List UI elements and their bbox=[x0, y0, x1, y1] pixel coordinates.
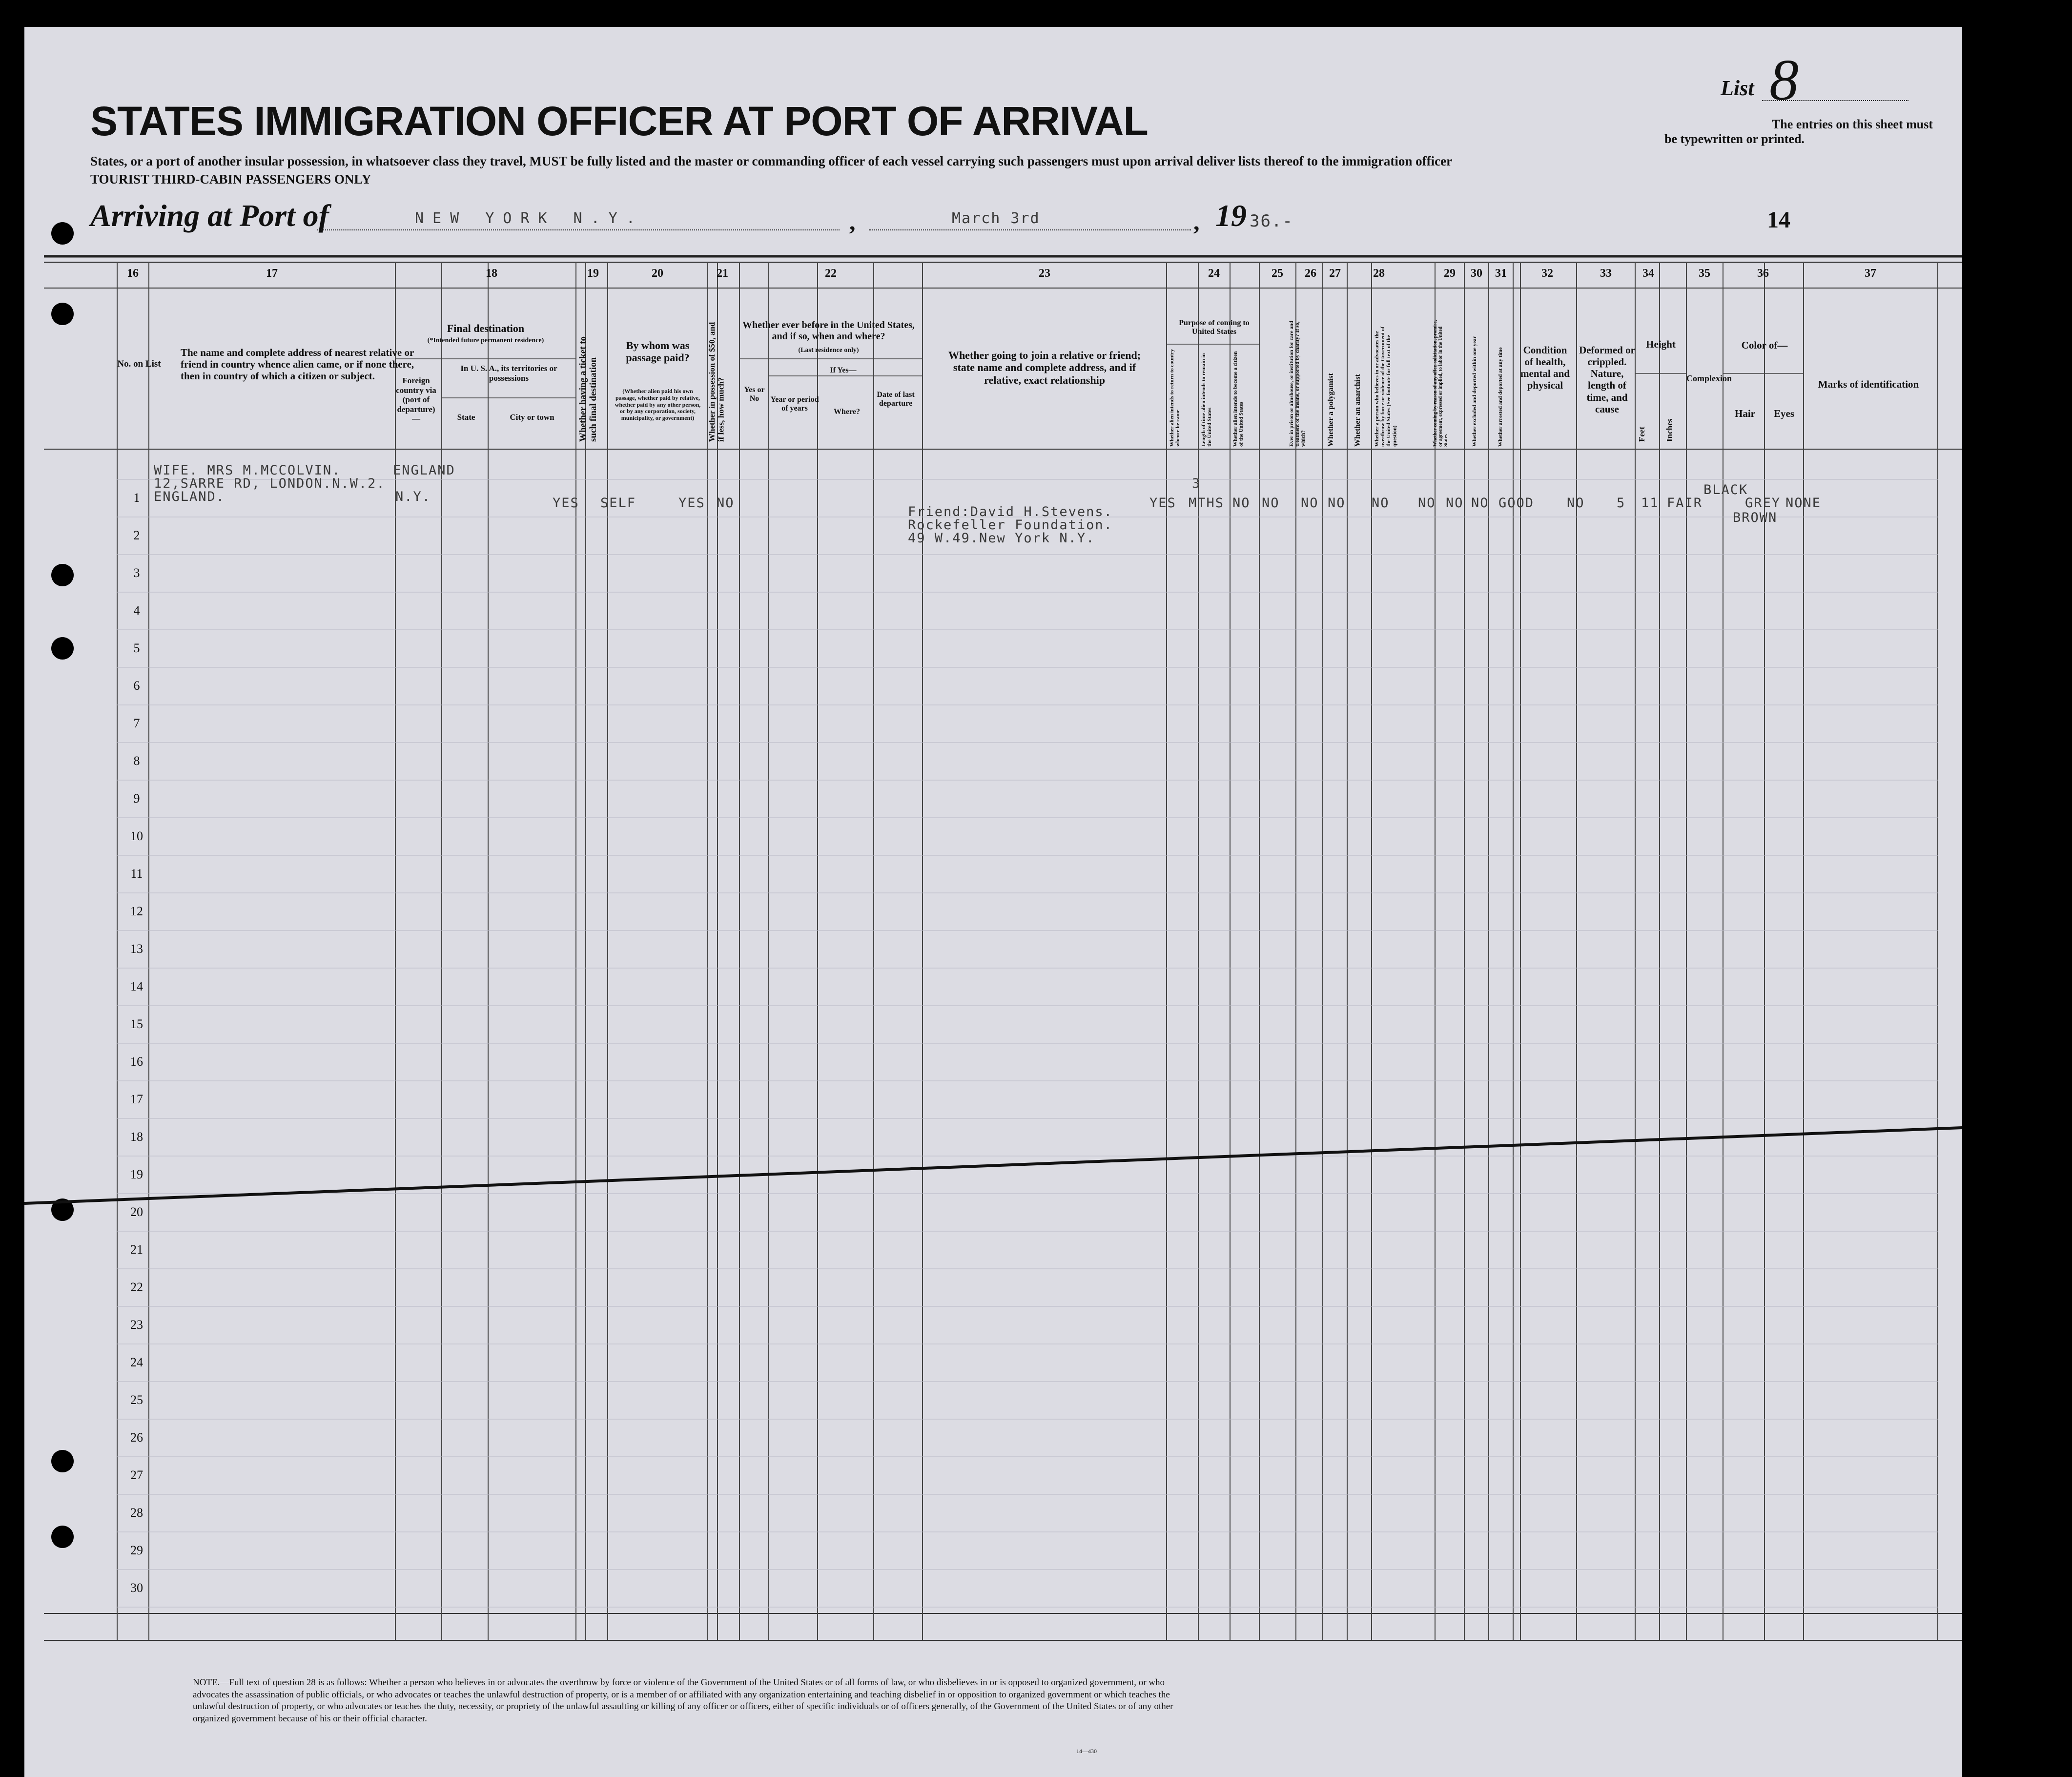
entry-inches: 11 bbox=[1641, 496, 1659, 511]
row-number: 3 bbox=[133, 566, 140, 580]
entry-has-fifty: YES bbox=[678, 496, 705, 511]
header-final-destination-note: (*Intended future permanent residence) bbox=[427, 337, 544, 344]
header-where: Where? bbox=[834, 408, 860, 416]
header-deported: Whether arrested and deported at any time bbox=[1498, 347, 1503, 447]
header-length-stay: Length of time alien intends to remain in the United States bbox=[1201, 353, 1213, 447]
sheet-number: 14 bbox=[1767, 207, 1790, 233]
entry-prison: NO bbox=[1262, 496, 1280, 511]
form-grid bbox=[24, 27, 1962, 1777]
entry-deformed: NO bbox=[1567, 496, 1585, 511]
column-number: 18 bbox=[486, 267, 497, 280]
entry-foreign-country: ENGLAND bbox=[393, 463, 455, 478]
column-number: 20 bbox=[652, 267, 663, 280]
header-no-on-list: No. on List bbox=[117, 359, 161, 369]
entry-passage-paid: SELF bbox=[600, 496, 636, 511]
header-excluded: Whether excluded and deported within one year bbox=[1472, 336, 1477, 447]
row-number: 4 bbox=[133, 603, 140, 618]
header-prison: Ever in prison or almshouse, or institution for care and treatment of the insane, or supported by charity? If so, which? bbox=[1289, 320, 1307, 447]
entry-overthrow: NO bbox=[1372, 496, 1390, 511]
header-relative: The name and complete address of nearest relative or friend in country whence alien came, or if none there, then in country of which a citizen or subject. bbox=[181, 347, 414, 382]
header-polygamist: Whether a polygamist bbox=[1327, 373, 1335, 447]
entry-joining-line3: 49 W.49.New York N.Y. bbox=[908, 531, 1095, 546]
entry-complexion: FAIR bbox=[1667, 496, 1703, 511]
header-health: Condition of health, mental and physical bbox=[1520, 344, 1570, 392]
entry-ever-before: NO bbox=[717, 496, 735, 511]
comma: , bbox=[1193, 208, 1200, 235]
arriving-label: Arriving at Port of bbox=[90, 198, 329, 233]
header-labor-offer: Whether coming by reason of any offer, solicitation, promise, or agreement, expressed or implied, to labor in the United States bbox=[1433, 320, 1449, 447]
header-ever-before: Whether ever before in the United States, and if so, when and where? bbox=[742, 320, 915, 342]
header-become-citizen: Whether alien intends to become a citizen of the United States bbox=[1232, 351, 1245, 447]
column-number: 24 bbox=[1208, 267, 1220, 280]
row-number: 8 bbox=[133, 754, 140, 768]
list-number: 8 bbox=[1769, 47, 1799, 112]
header-height: Height bbox=[1646, 338, 1676, 350]
manifest-sheet bbox=[24, 27, 1962, 1777]
column-number: 28 bbox=[1373, 267, 1385, 280]
class-line: TOURIST THIRD-CABIN PASSENGERS ONLY bbox=[90, 172, 371, 186]
row-number: 28 bbox=[130, 1506, 143, 1520]
page-title: STATES IMMIGRATION OFFICER AT PORT OF ARRIVAL bbox=[90, 98, 1148, 144]
entry-length-stay-unit: MTHS bbox=[1189, 496, 1225, 511]
entry-marks: NONE bbox=[1785, 496, 1822, 511]
entry-eyes-2: BROWN bbox=[1733, 510, 1778, 525]
header-ticket: Whether having a ticket to such final destination bbox=[578, 336, 598, 442]
entry-return-intent: YES bbox=[1149, 496, 1176, 511]
header-color-of: Color of— bbox=[1741, 339, 1788, 351]
header-overthrow: Whether a person who believes in or advocates the overthrow by force or violence of the Government of the United States (See footnote for full text of the question) bbox=[1374, 326, 1398, 447]
column-number: 17 bbox=[266, 267, 278, 280]
row-number: 30 bbox=[130, 1581, 143, 1595]
column-number: 33 bbox=[1600, 267, 1612, 280]
row-number: 21 bbox=[130, 1242, 143, 1257]
typed-note-2: be typewritten or printed. bbox=[1664, 132, 1805, 146]
entry-joining-line1: Friend:David H.Stevens. bbox=[908, 504, 1113, 519]
header-anarchist: Whether an anarchist bbox=[1354, 374, 1362, 447]
typed-note-1: The entries on this sheet must bbox=[1771, 117, 1933, 131]
row-number: 18 bbox=[130, 1130, 143, 1144]
grid-line bbox=[24, 1128, 1962, 1203]
header-fifty-dollars: Whether in possession of $50, and if less, how much? bbox=[707, 322, 726, 442]
row-number: 6 bbox=[133, 679, 140, 693]
column-number: 21 bbox=[717, 267, 728, 280]
header-feet: Feet bbox=[1637, 426, 1646, 442]
row-number: 13 bbox=[130, 942, 143, 956]
entry-polygamist: NO bbox=[1301, 496, 1319, 511]
column-number: 16 bbox=[127, 267, 139, 280]
row-number: 7 bbox=[133, 716, 140, 730]
entry-relative-line1: WIFE. MRS M.MCCOLVIN. bbox=[154, 463, 341, 478]
header-joining: Whether going to join a relative or friend; state name and complete address, and if relative, exact relationship bbox=[948, 349, 1141, 386]
header-deformed: Deformed or crippled. Nature, length of time, and cause bbox=[1579, 344, 1635, 415]
row-number: 23 bbox=[130, 1318, 143, 1332]
row-number: 15 bbox=[130, 1017, 143, 1031]
form-code: 14—430 bbox=[1076, 1748, 1097, 1755]
port-value: NEW YORK N.Y. bbox=[415, 210, 644, 227]
row-number: 10 bbox=[130, 829, 143, 843]
row-number: 29 bbox=[130, 1543, 143, 1557]
header-ever-yesno: Yes or No bbox=[744, 386, 765, 403]
entry-excluded: NO bbox=[1446, 496, 1464, 511]
page-subtitle: States, or a port of another insular possession, in whatsoever class they travel, MUST be fully listed and the master or commanding officer of each vessel carrying such passengers must upon arrival deliver lists thereof to the immigration officer bbox=[90, 154, 1453, 168]
row-number: 25 bbox=[130, 1393, 143, 1407]
column-number: 25 bbox=[1272, 267, 1283, 280]
column-number: 22 bbox=[825, 267, 837, 280]
column-number: 30 bbox=[1471, 267, 1482, 280]
entry-eyes-1: GREY bbox=[1745, 496, 1781, 511]
entry-length-stay-num: 3 bbox=[1192, 476, 1201, 491]
entry-relative-line2: 12,SARRE RD, LONDON.N.W.2. bbox=[154, 476, 386, 491]
header-marks: Marks of identification bbox=[1818, 378, 1919, 390]
header-purpose: Purpose of coming to United States bbox=[1179, 319, 1250, 336]
row-number: 22 bbox=[130, 1280, 143, 1294]
header-in-usa: In U. S. A., its territories or possessions bbox=[460, 364, 557, 383]
date-value: March 3rd bbox=[952, 210, 1040, 227]
header-hair: Hair bbox=[1735, 408, 1755, 419]
row-number: 17 bbox=[130, 1092, 143, 1106]
header-passage-paid-note: (Whether alien paid his own passage, whether paid by relative, whether paid by any other person, or by any corporation, society, municipality, or government) bbox=[615, 388, 701, 422]
header-passage-paid: By whom was passage paid? bbox=[626, 339, 690, 364]
column-number: 32 bbox=[1541, 267, 1553, 280]
column-number: 23 bbox=[1039, 267, 1050, 280]
header-date-departure: Date of last departure bbox=[877, 391, 915, 408]
header-state: State bbox=[457, 413, 475, 422]
footnote: NOTE.—Full text of question 28 is as follows: Whether a person who believes in or advocates the overthrow by force or violence of the Government of the United States or of all forms of law, or who disbelieves in or is opposed to organized government, or who advocates the assassination of public officials, or who advocates or teaches the unlawful destruction of property, or is a member of or affiliated with any organization entertaining and teaching disbelief in or opposition to organized government or which teaches the unlawful destruction of property, or who advocates or teaches the duty, necessity, or propriety of the unlawful assaulting or killing of any officer or officers, either of specific individuals or of officers generally, of the Government of the United States or of any other organized government because of his or their official character. bbox=[193, 1677, 1173, 1724]
entry-anarchist: NO bbox=[1328, 496, 1346, 511]
entry-state: N.Y. bbox=[395, 489, 431, 504]
entry-feet: 5 bbox=[1617, 496, 1626, 511]
row-number: 9 bbox=[133, 791, 140, 806]
column-number: 19 bbox=[587, 267, 599, 280]
row-number: 14 bbox=[130, 979, 143, 993]
header-ever-before-note: (Last residence only) bbox=[798, 347, 859, 354]
header-final-destination: Final destination bbox=[447, 322, 525, 334]
header-complexion: Complexion bbox=[1686, 373, 1732, 383]
row-number: 16 bbox=[130, 1054, 143, 1069]
header-inches: Inches bbox=[1665, 418, 1674, 442]
column-number: 37 bbox=[1865, 267, 1876, 280]
header-return-intent: Whether alien intends to return to country whence he came bbox=[1169, 349, 1181, 447]
year-prefix: 19 bbox=[1215, 198, 1247, 233]
row-number: 27 bbox=[130, 1468, 143, 1482]
year-suffix: 36.- bbox=[1250, 211, 1293, 231]
comma: , bbox=[849, 208, 856, 235]
row-number: 1 bbox=[133, 491, 140, 505]
row-number: 20 bbox=[130, 1205, 143, 1219]
entry-deported: NO bbox=[1471, 496, 1489, 511]
row-number: 24 bbox=[130, 1355, 143, 1369]
column-number: 35 bbox=[1699, 267, 1710, 280]
row-number: 26 bbox=[130, 1430, 143, 1445]
entry-hair: BLACK bbox=[1703, 482, 1748, 497]
column-number: 31 bbox=[1495, 267, 1507, 280]
entry-labor-offer: NO bbox=[1418, 496, 1436, 511]
column-number: 36 bbox=[1757, 267, 1769, 280]
column-number: 26 bbox=[1305, 267, 1316, 280]
column-number: 29 bbox=[1444, 267, 1456, 280]
entry-health: GOOD bbox=[1498, 496, 1535, 511]
row-number: 2 bbox=[133, 528, 140, 542]
row-number: 11 bbox=[130, 867, 143, 881]
column-number: 27 bbox=[1329, 267, 1341, 280]
header-years: Year or period of years bbox=[770, 395, 819, 413]
entry-ticket: YES bbox=[553, 496, 579, 511]
header-eyes: Eyes bbox=[1774, 408, 1794, 419]
list-label: List bbox=[1721, 76, 1754, 100]
row-number: 19 bbox=[130, 1167, 143, 1181]
header-city: City or town bbox=[510, 413, 554, 422]
entry-joining-line2: Rockefeller Foundation. bbox=[908, 517, 1113, 533]
column-number: 34 bbox=[1642, 267, 1654, 280]
entry-relative-line3: ENGLAND. bbox=[154, 489, 226, 504]
header-if-yes: If Yes— bbox=[830, 366, 857, 374]
row-number: 12 bbox=[130, 904, 143, 918]
entry-become-citizen: NO bbox=[1232, 496, 1251, 511]
header-foreign-country: Foreign country via (port of departure)— bbox=[396, 376, 436, 424]
row-number: 5 bbox=[133, 641, 140, 655]
